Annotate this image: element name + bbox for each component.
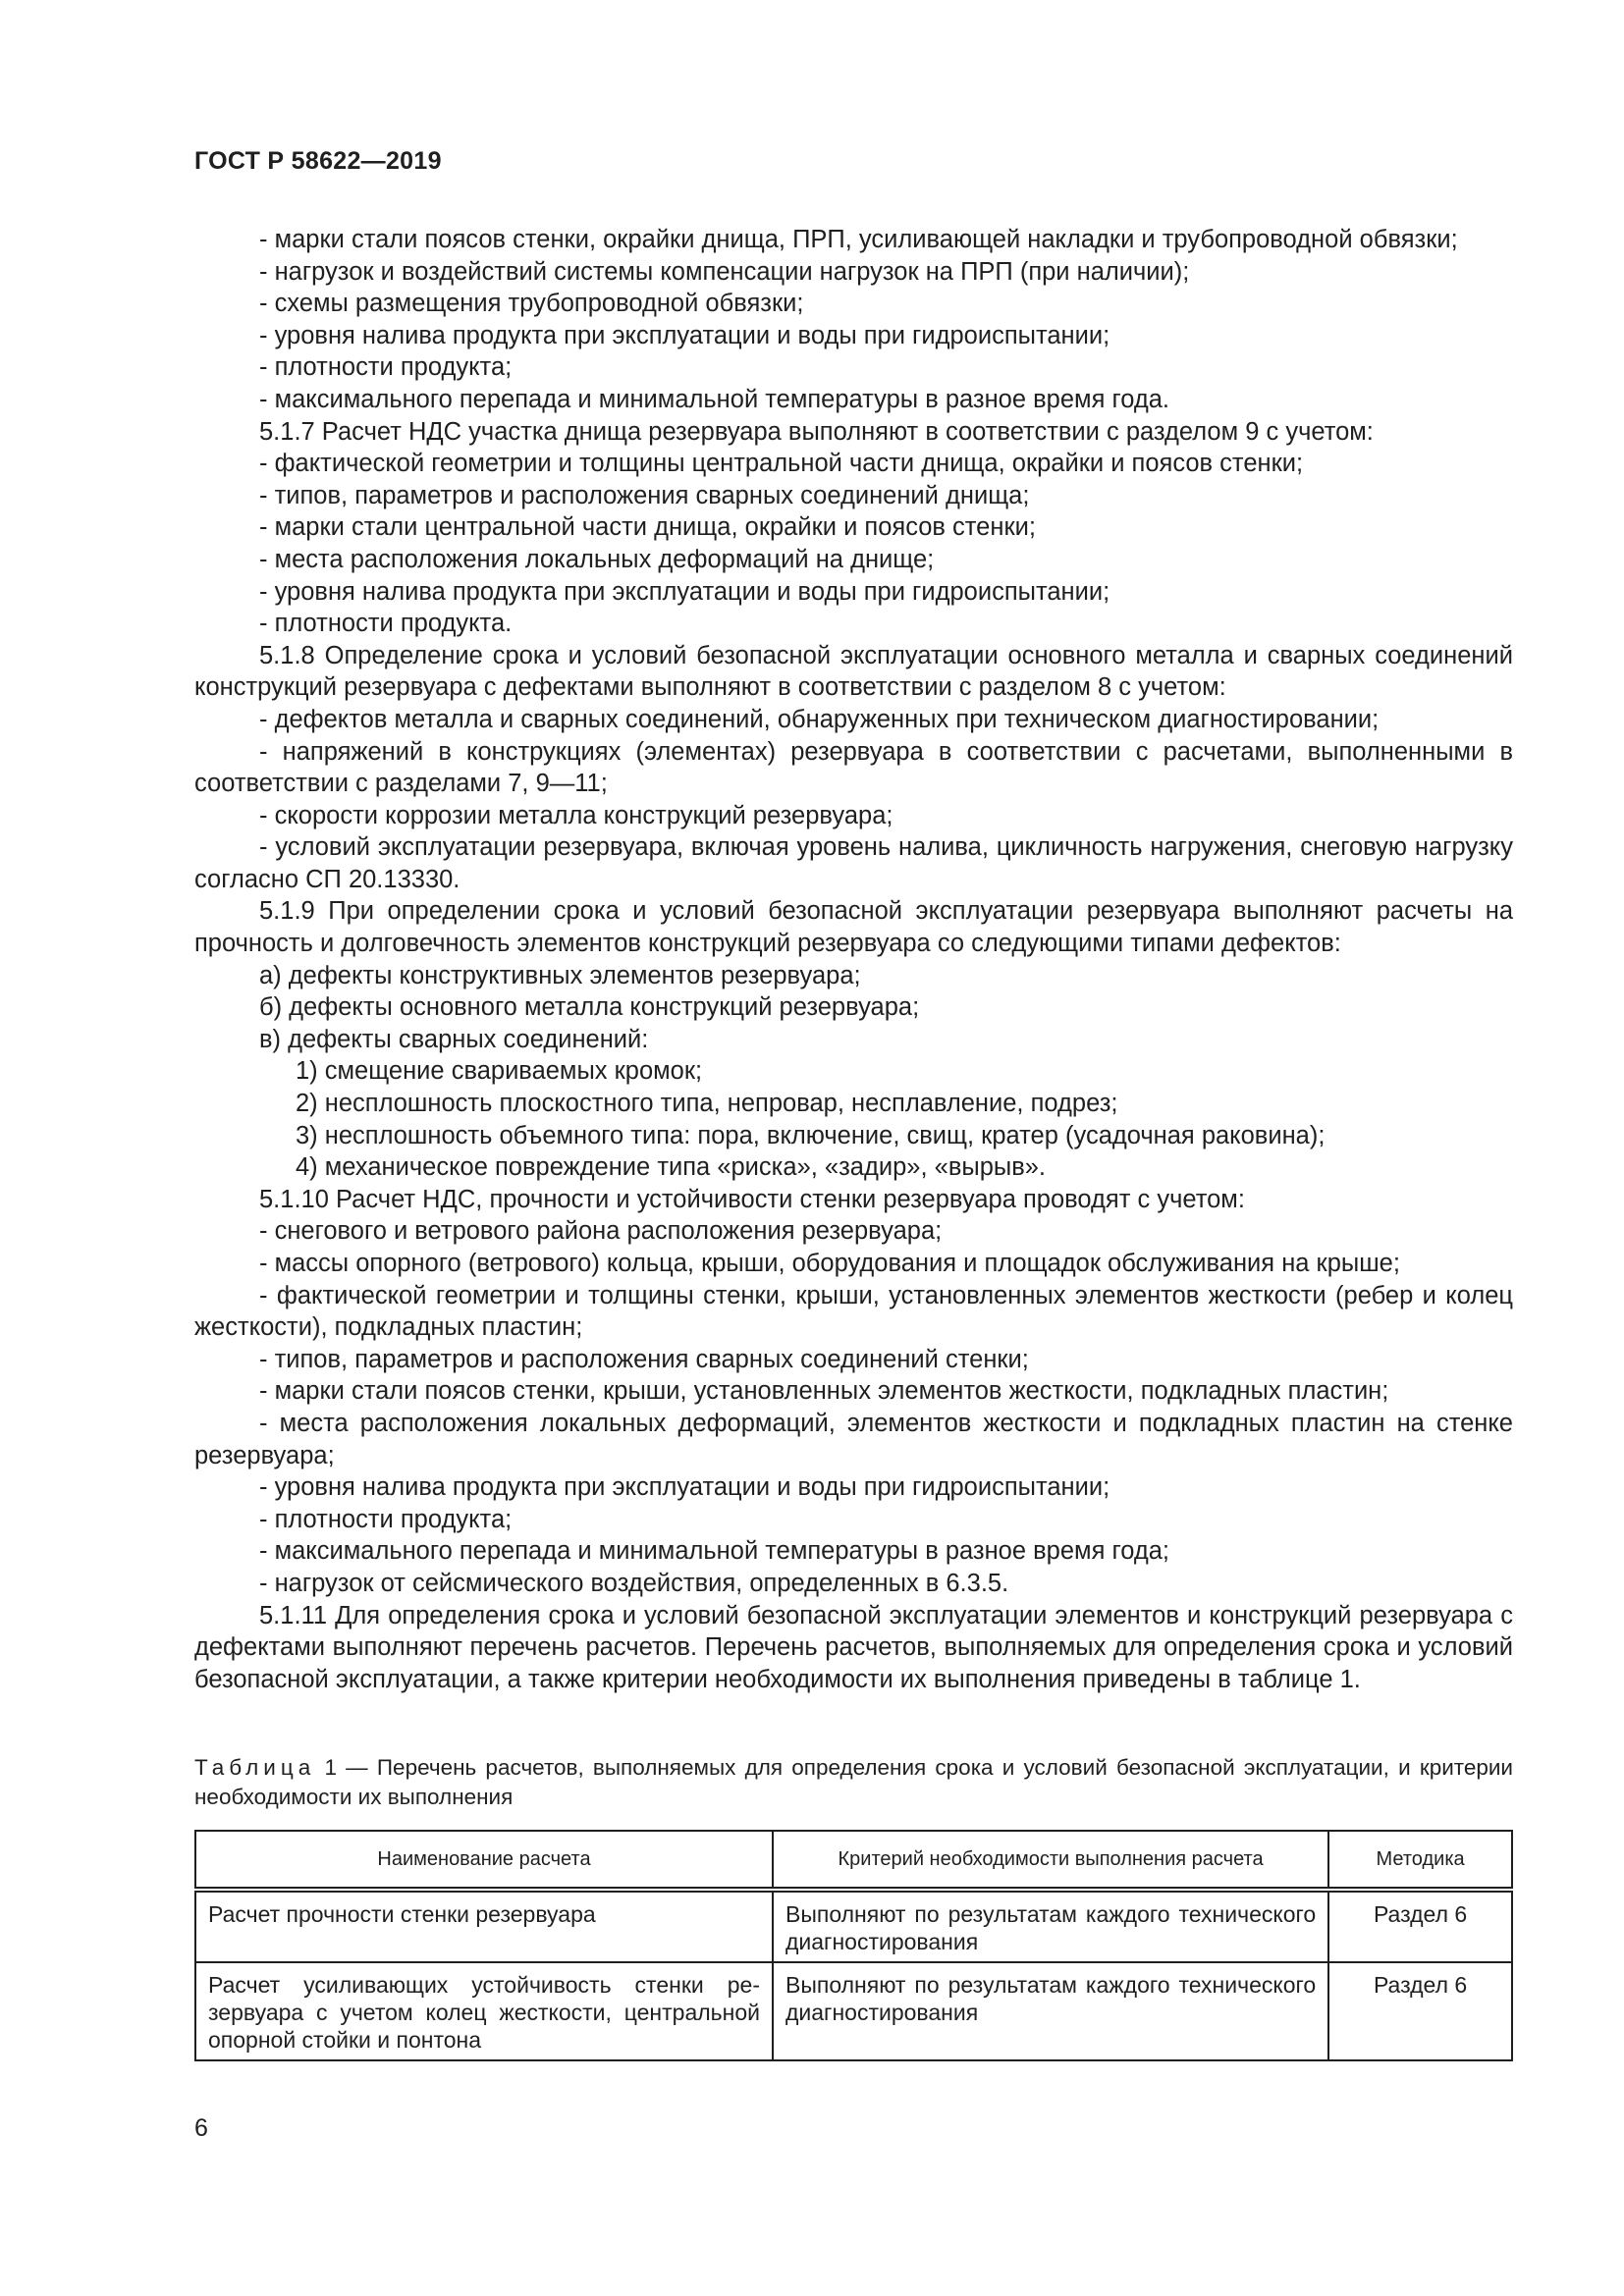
clause-5-1-11: 5.1.11 Для определения срока и условий безопасной эксплуатации элементов и конструкций резервуара с дефектами выполняют перечень расчетов. Перечень расчетов, выполняемых для определения срока и условий безопасной эксплуатации, а также критерии необходимости их выполнения приведены в таблице 1. [194, 1601, 1513, 1693]
clause-5-1-9: 5.1.9 При определении срока и условий безопасной эксплуатации резервуара выполняют расчеты на прочность и долговечность элементов конструкций резервуара со следующими типами дефектов: [194, 897, 1513, 958]
paragraph: - снегового и ветрового района расположения резервуара; [259, 1217, 943, 1246]
table-caption-label: Таблица [194, 1755, 316, 1780]
paragraph: - максимального перепада и минимальной температуры в разное время года; [259, 1537, 1169, 1566]
paragraph: - уровня налива продукта при эксплуатации и воды при гидроиспытании; [259, 321, 1110, 349]
table-cell: Выполняют по результатам каждого технического диагностирования [773, 1962, 1328, 2060]
paragraph: - напряжений в конструкциях (элементах) резервуара в соответствии с расчетами, выполненными в соответствии с разделами 7, 9—11; [194, 737, 1513, 798]
paragraph: - плотности продукта; [259, 1505, 513, 1533]
paragraph: - фактической геометрии и толщины центральной части днища, окрайки и поясов стенки; [259, 450, 1304, 478]
paragraph: - условий эксплуатации резервуара, включая уровень налива, цикличность нагружения, снеговую нагрузку согласно СП 20.13330. [194, 833, 1513, 893]
sub-list-item: 1) смещение свариваемых кромок; [296, 1057, 703, 1086]
paragraph: - максимального перепада и минимальной температуры в разное время года. [259, 385, 1169, 413]
paragraph: - массы опорного (ветрового) кольца, крыши, оборудования и площадок обслуживания на крыше; [259, 1250, 1400, 1277]
paragraph: - нагрузок от сейсмического воздействия, определенных в 6.3.5. [259, 1569, 1009, 1597]
paragraph: - места расположения локальных деформаций, элементов жесткости и подкладных пластин на стенке резервуара; [194, 1409, 1513, 1469]
column-header-criterion: Критерий необходимости выполнения расчета [773, 1831, 1328, 1890]
clause-5-1-10: 5.1.10 Расчет НДС, прочности и устойчивости стенки резервуара проводят с учетом: [259, 1185, 1245, 1213]
column-header-method: Методика [1328, 1831, 1512, 1890]
sub-list-item: 4) механическое повреждение типа «риска», «задир», «вырыв». [296, 1153, 1047, 1182]
paragraph: - нагрузок и воздействий системы компенсации нагрузок на ПРП (при наличии); [259, 257, 1190, 286]
body-text [194, 224, 1513, 1695]
paragraph: - дефектов металла и сварных соединений, обнаруженных при техническом диагностировании; [259, 705, 1380, 733]
paragraph: - скорости коррозии металла конструкций резервуара; [259, 801, 893, 829]
sub-list-item: 3) несплошность объемного типа: пора, включение, свищ, кратер (усадочная раковина); [296, 1121, 1326, 1149]
paragraph: - уровня налива продукта при эксплуатации и воды при гидроиспытании; [259, 577, 1110, 606]
paragraph: - плотности продукта; [259, 353, 513, 382]
table-header-row [195, 1831, 1512, 1890]
table-cell: Раздел 6 [1328, 1962, 1512, 2060]
sub-list-item: 2) несплошность плоскостного типа, непровар, несплавление, подрез; [296, 1090, 1118, 1118]
paragraph: - марки стали поясов стенки, окрайки днища, ПРП, усиливающей накладки и трубопроводной обвязки; [259, 226, 1458, 253]
column-header-calculation: Наименование расчета [195, 1831, 773, 1890]
list-item: в) дефекты сварных соединений: [259, 1025, 649, 1053]
page-number: 6 [194, 2114, 208, 2142]
table-cell: Расчет прочности стенки резервуара [195, 1890, 773, 1962]
paragraph: - марки стали поясов стенки, крыши, установленных элементов жесткости, подкладных пластин; [259, 1377, 1389, 1406]
paragraph: - марки стали центральной части днища, окрайки и поясов стенки; [259, 513, 1036, 542]
paragraph: - плотности продукта. [259, 610, 513, 638]
paragraph: - фактической геометрии и толщины стенки, крыши, установленных элементов жесткости (ребер и колец жесткости), подкладных пластин; [194, 1281, 1513, 1342]
list-item: а) дефекты конструктивных элементов резервуара; [259, 961, 861, 989]
paragraph: - уровня налива продукта при эксплуатации и воды при гидроиспытании; [259, 1473, 1110, 1502]
table-cell: Расчет усиливающих устойчивость стенки резервуара с учетом колец жесткости, центральной опорной стойки и понтона [195, 1962, 773, 2060]
calculations-table [194, 1830, 1513, 2061]
paragraph: - типов, параметров и расположения сварных соединений днища; [259, 481, 1030, 509]
table-cell: Выполняют по результатам каждого технического диагностирования [773, 1890, 1328, 1962]
table-caption-text: 1 — Перечень расчетов, выполняемых для определения срока и условий безопасной эксплуатации, и критерии необходимости их выполнения [194, 1755, 1513, 1809]
paragraph: - схемы размещения трубопроводной обвязки; [259, 290, 804, 318]
paragraph: - типов, параметров и расположения сварных соединений стенки; [259, 1345, 1029, 1373]
document-code: ГОСТ Р 58622—2019 [194, 147, 442, 175]
list-item: б) дефекты основного металла конструкций резервуара; [259, 993, 920, 1022]
table-caption [194, 1753, 1513, 1812]
table-row [195, 1890, 1512, 1962]
clause-5-1-7: 5.1.7 Расчет НДС участка днища резервуара выполняют в соответствии с разделом 9 с учетом: [259, 417, 1374, 446]
clause-5-1-8: 5.1.8 Определение срока и условий безопасной эксплуатации основного металла и сварных соединений конструкций резервуара с дефектами выполняют в соответствии с разделом 8 с учетом: [194, 641, 1513, 702]
table-cell: Раздел 6 [1328, 1890, 1512, 1962]
table-row [195, 1962, 1512, 2060]
paragraph: - места расположения локальных деформаций на днище; [259, 545, 935, 573]
